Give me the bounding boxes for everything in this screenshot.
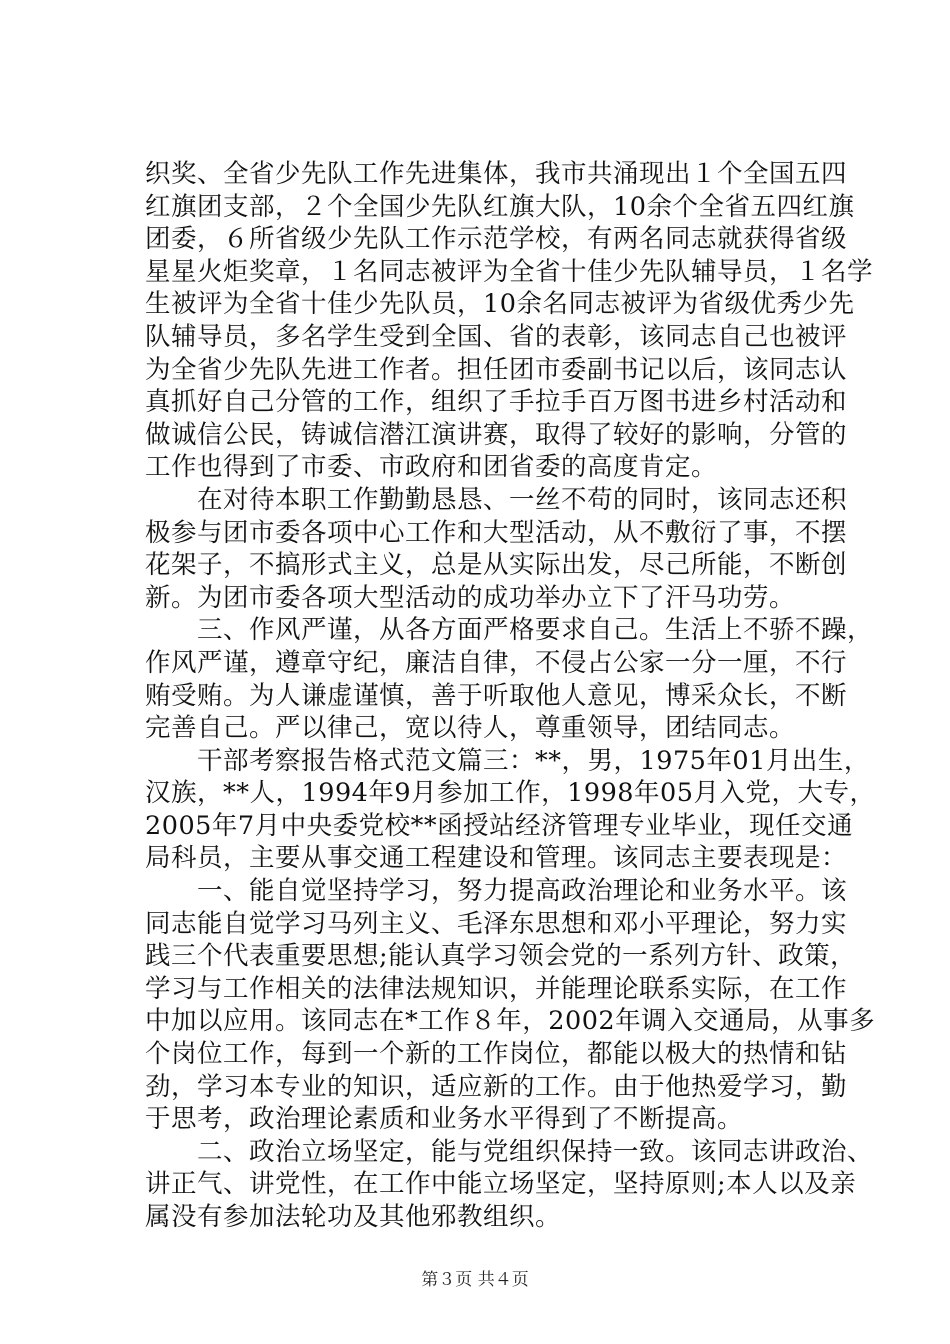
text-line: 贿受贿。为人谦虚谨慎，善于听取他人意见，博采众长，不断 (145, 680, 848, 711)
text-line: 工作也得到了市委、市政府和团省委的高度肯定。 (145, 452, 718, 483)
text-line: 星星火炬奖章，１名同志被评为全省十佳少先队辅导员，１名学 (145, 256, 874, 287)
text-line: 汉族，**人，1994年9月参加工作，1998年05月入党，大专， (145, 778, 876, 809)
text-line: 在对待本职工作勤勤恳恳、一丝不苟的同时，该同志还积 (145, 484, 848, 515)
text-line: 新。为团市委各项大型活动的成功举办立下了汗马功劳。 (145, 582, 796, 613)
text-line: 践三个代表重要思想;能认真学习领会党的一系列方针、政策， (145, 941, 857, 972)
text-line: 三、作风严谨，从各方面严格要求自己。生活上不骄不躁， (145, 615, 874, 646)
text-line: 真抓好自己分管的工作，组织了手拉手百万图书进乡村活动和 (145, 387, 848, 418)
text-line: 做诚信公民，铸诚信潜江演讲赛，取得了较好的影响，分管的 (145, 419, 848, 450)
text-line: 同志能自觉学习马列主义、毛泽东思想和邓小平理论，努力实 (145, 908, 848, 939)
text-line: 作风严谨，遵章守纪，廉洁自律，不侵占公家一分一厘，不行 (145, 647, 848, 678)
text-line: 属没有参加法轮功及其他邪教组织。 (145, 1202, 562, 1232)
text-line: 局科员，主要从事交通工程建设和管理。该同志主要表现是： (145, 843, 848, 874)
text-line: 红旗团支部，２个全国少先队红旗大队，10余个全省五四红旗 (145, 191, 855, 222)
text-line: 干部考察报告格式范文篇三：**，男，1975年01月出生， (145, 745, 870, 776)
text-line: 完善自己。严以律己，宽以待人，尊重领导，团结同志。 (145, 713, 796, 744)
text-line: 个岗位工作，每到一个新的工作岗位，都能以极大的热情和钻 (145, 1039, 848, 1070)
text-line: 花架子，不搞形式主义，总是从实际出发，尽己所能，不断创 (145, 550, 848, 581)
text-line: 于思考，政治理论素质和业务水平得到了不断提高。 (145, 1104, 744, 1135)
text-line: 织奖、全省少先队工作先进集体，我市共涌现出１个全国五四 (145, 159, 848, 189)
text-line: 队辅导员，多名学生受到全国、省的表彰，该同志自己也被评 (145, 321, 848, 352)
text-line: 2005年7月中央委党校**函授站经济管理专业毕业，现任交通 (145, 810, 854, 841)
text-line: 讲正气、讲党性，在工作中能立场坚定，坚持原则;本人以及亲 (145, 1169, 857, 1200)
document-body (145, 158, 876, 1234)
text-line: 团委，６所省级少先队工作示范学校，有两名同志就获得省级 (145, 224, 848, 255)
text-line: 二、政治立场坚定，能与党组织保持一致。该同志讲政治、 (145, 1136, 874, 1167)
text-line: 劲，学习本专业的知识，适应新的工作。由于他热爱学习，勤 (145, 1071, 848, 1102)
page-footer: 第３页 共４页 (421, 1270, 529, 1290)
text-line: 极参与团市委各项中心工作和大型活动，从不敷衍了事，不摆 (145, 517, 848, 548)
text-line: 中加以应用。该同志在*工作８年，2002年调入交通局，从事多 (145, 1006, 876, 1037)
text-line: 一、能自觉坚持学习，努力提高政治理论和业务水平。该 (145, 876, 848, 907)
text-line: 为全省少先队先进工作者。担任团市委副书记以后，该同志认 (145, 354, 848, 385)
text-line: 学习与工作相关的法律法规知识，并能理论联系实际，在工作 (145, 973, 848, 1004)
text-line: 生被评为全省十佳少先队员，10余名同志被评为省级优秀少先 (145, 289, 855, 320)
